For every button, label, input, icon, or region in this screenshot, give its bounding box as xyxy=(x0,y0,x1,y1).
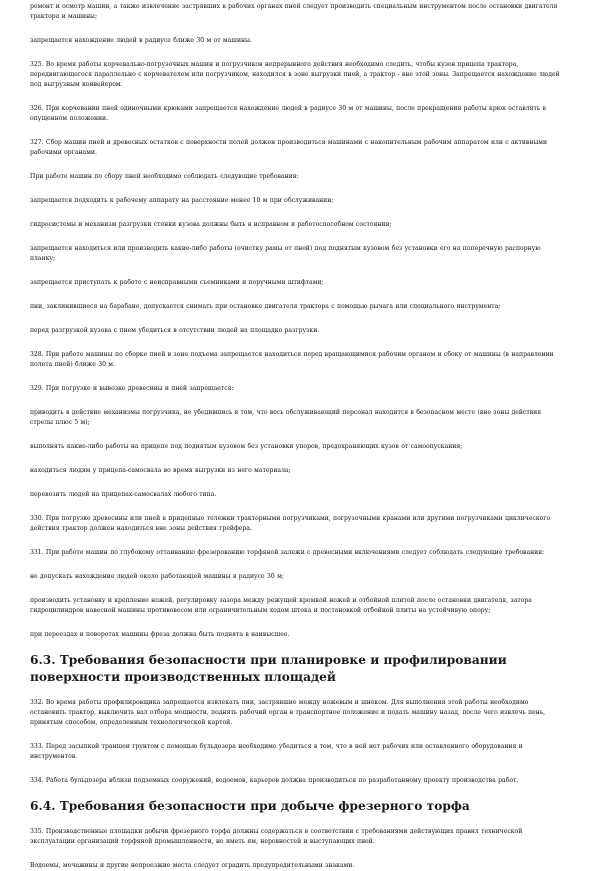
section-heading-6-4: 6.4. Требования безопасности при добыче фрезерного торфа xyxy=(30,799,470,813)
section-heading-6-3: 6.3. Требования безопасности при планировке и профилировании поверхности производственных площадей xyxy=(30,653,507,684)
paragraph-prohibition-radius: запрещается нахождение людей в радиусе ближе 30 м от машины. xyxy=(30,37,252,44)
paragraph-mill-raised: при переездах и поворотах машины фреза должна быть поднята в наивысшее. xyxy=(30,631,290,638)
paragraph-under-body: запрещается находиться или производить какие-либо работы (очистку рамы от пней) под поднятым кузовом без установки его на поперечную распорную планку; xyxy=(30,245,541,262)
paragraph-334: 334. Работа бульдозера вблизи подземных сооружений, водоемов, карьеров должна производиться по разработанному проекту производства работ. xyxy=(30,777,519,784)
paragraph-no-people-radius: не допускать нахождение людей около работающей машины в радиусе 30 м; xyxy=(30,573,284,580)
paragraph-330: 330. При погрузке древесины или пней в прицепные тележки тракторными погрузчиками, погрузочными кранами или другими погрузчиками циклического действия трактор должен находиться вне зоны действия грейфера. xyxy=(30,515,551,532)
paragraph-335: 335. Производственные площадки добычи фрезерного торфа должны содержаться в соответствии с требованиями действующих правил технической эксплуатации организаций торфяной промышленности, не иметь ям, неровностей и выступающих пней. xyxy=(30,828,523,845)
paragraph-trailer-body: выполнять какие-либо работы на прицепе под поднятым кузовом без установки упоров, предохраняющих кузов от самоопускания; xyxy=(30,443,463,450)
paragraph-333: 333. Перед засыпкой траншеи грунтом с помощью бульдозера необходимо убедиться в том, что в ней нет рабочих или оставленного оборудования и инструментов. xyxy=(30,743,523,760)
paragraph-requirements-intro: При работе машин по сбору пней необходимо соблюдать следующие требования: xyxy=(30,173,299,180)
paragraph-331: 331. При работе машин по глубокому оттаиванию фрезерованию торфяной залежи с древесными включениями следует соблюдать следующие требования: xyxy=(30,549,545,556)
paragraph-unloading-check: перед разгрузкой кузова с пнем убедиться в отсутствии людей на площадке разгрузки. xyxy=(30,327,320,334)
paragraph-loader-mechanisms: приводить в действие механизмы погрузчика, не убедившись в том, что весь обслуживающий персонал находится в безопасном месте (вне зоны действия стрелы плюс 5 м); xyxy=(30,409,542,426)
paragraph-326: 326. При корчевании пней одиночными крюками запрещается нахождение людей в радиусе 30 м от машины, после прекращения работы крюк оставлять в опущенном положении. xyxy=(30,105,546,122)
paragraph-repair-inspection: ремонт и осмотр машин, а также извлечение застрявших в рабочих органах пней следует производить специальным инструментом после остановки двигателя трактора и машины; xyxy=(30,3,558,20)
paragraph-knife-installation: производить установку и крепление ножей, регулировку зазора между режущей кромкой ножей и отбойной плитой после остановки двигателя, затора гидроцилиндров навесной машины противовесом или ограничительным ходом штока и постановкой отбойной плиты на устойчивую опору; xyxy=(30,597,532,614)
document-body xyxy=(30,2,565,871)
paragraph-stuck-stumps: пни, заклинившиеся на барабане, допускается снимать при остановке двигателя трактора с помощью рычага или специального инструмента; xyxy=(30,303,501,310)
paragraph-hydraulics: гидросистемы и механизм разгрузки стенки кузова должны быть в исправном и работоспособном состоянии; xyxy=(30,221,392,228)
paragraph-327: 327. Сбор машин пней и древесных остатков с поверхности полей должен производиться машинами с накопительным рабочим аппаратом или с активными рабочими органами. xyxy=(30,139,548,156)
paragraph-water-bodies: Водоемы, мочажины и другие непроезжие места следует оградить предупредительными знаками. xyxy=(30,862,355,869)
paragraph-329: 329. При погрузке и вывозке древесины и пней запрещается: xyxy=(30,385,234,392)
paragraph-332: 332. Во время работы профилировщика запрещается извлекать пни, застрявшие между ножевым и шнеком. Для выполнения этой работы необходимо остановить трактор, выключить вал отбора мощности, поднять рабочий орган в транспортное положение и подать машину назад, после чего извлечь пень, принятым способом, определенным технологической картой. xyxy=(30,699,546,726)
paragraph-325: 325. Во время работы корчевально-погрузочных машин и погрузчиков непрерывного действия необходимо следить, чтобы кузов прицепа трактора, передвигающегося параллельно с корчевателем или погрузчиком, находился в зоне выгрузки пней, а трактор - вне этой зоны. Запрещается нахождение людей под выгрузным конвейером. xyxy=(30,61,560,88)
paragraph-approach-distance: запрещается подходить к рабочему аппарату на расстояние менее 10 м при обслуживании; xyxy=(30,197,334,204)
paragraph-faulty-pullers: запрещается приступать к работе с неисправными съемниками и поручными штифтами; xyxy=(30,279,324,286)
paragraph-dump-trailer-people: находиться людям у прицепа-самосвала во время выгрузки из него материала; xyxy=(30,467,291,474)
paragraph-328: 328. При работе машины по сборке пней в зоне подъема запрещается находиться перед вращающимися рабочим органом и сбоку от машины (в направлении полета пней) ближе 30 м. xyxy=(30,351,554,368)
paragraph-transport-people: перевозить людей на прицепах-самосвалах любого типа. xyxy=(30,491,217,498)
